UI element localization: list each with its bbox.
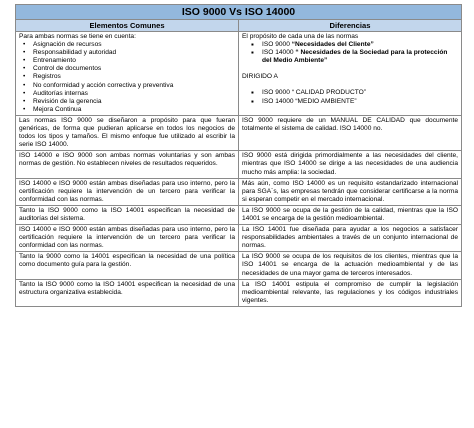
table-row xyxy=(16,151,462,178)
header-common-elements: Elementos Comunes xyxy=(16,20,239,32)
list-item: ▪ ISO 14000 “MEDIO AMBIENTE” xyxy=(262,98,458,106)
difference-cell: ISO 9000 requiere de un MANUAL DE CALIDAD que documente totalmente el sistema de calidad. ISO 14000 no. xyxy=(239,115,462,150)
table-row xyxy=(16,115,462,150)
table-row xyxy=(16,279,462,306)
list-item: • No conformidad y acción correctiva y preventiva xyxy=(33,82,235,90)
purpose-norm: ISO 9000 xyxy=(262,41,292,49)
document-page xyxy=(15,4,461,307)
purpose-text: “ Necesidades de la Sociedad para la protección del Medio Ambiente” xyxy=(262,49,448,65)
table-row xyxy=(16,225,462,252)
list-item xyxy=(262,41,458,49)
table-row xyxy=(16,252,462,279)
purpose-intro: El propósito de cada una de las normas xyxy=(242,33,359,40)
common-intro: Para ambas normas se tiene en cuenta: xyxy=(19,33,136,40)
difference-cell: La ISO 14001 fue diseñada para ayudar a los negocios a satisfacer responsabilidades ambientales a través de un conjunto internacional de normas. xyxy=(239,225,462,252)
title-row xyxy=(16,5,462,20)
common-element-cell: ISO 14000 e ISO 9000 están ambas diseñadas para uso interno, pero la certificación requiere la intervención de un tercero para verificar la conformidad con las normas. xyxy=(16,225,239,252)
table-row xyxy=(16,32,462,116)
list-item: • Entrenamiento xyxy=(33,57,235,65)
difference-cell: La ISO 9000 se ocupa de la gestión de la calidad, mientras que la ISO 14001 se encarga de la gestión medioambiental. xyxy=(239,205,462,224)
common-element-cell: ISO 14000 e ISO 9000 están ambas diseñadas para uso interno, pero la certificación requiere la intervención de un tercero para verificar la conformidad con las normas. xyxy=(16,178,239,205)
purpose-list xyxy=(242,41,458,65)
list-item: • Auditorías internas xyxy=(33,90,235,98)
common-element-cell: ISO 14000 e ISO 9000 son ambas normas voluntarias y son ambas normas de gestión. No establecen niveles de resultados requeridos. xyxy=(16,151,239,178)
common-elements-list xyxy=(19,41,235,114)
common-element-cell: Tanto la ISO 9000 como la ISO 14001 especifican la necesidad de una estructura organizativa establecida. xyxy=(16,279,239,306)
common-element-cell: Tanto la ISO 9000 como la ISO 14001 especifican la necesidad de auditorías del sistema. xyxy=(16,205,239,224)
list-item xyxy=(262,49,458,65)
difference-cell: ISO 9000 está dirigida primordialmente a las necesidades del cliente, mientras que ISO 14000 se dirige a las necesidades de una audiencia mucho más amplia: la sociedad. xyxy=(239,151,462,178)
differences-purpose-cell xyxy=(239,32,462,116)
comparison-table xyxy=(15,4,462,307)
difference-cell: La ISO 14001 estipula el compromiso de cumplir la legislación medioambiental relevante, las regulaciones y los códigos industriales vigentes. xyxy=(239,279,462,306)
common-elements-cell xyxy=(16,32,239,116)
list-item: • Asignación de recursos xyxy=(33,41,235,49)
list-item: ▪ ISO 9000 “ CALIDAD PRODUCTO” xyxy=(262,89,458,97)
purpose-norm: ISO 14000 xyxy=(262,49,296,57)
header-row xyxy=(16,20,462,32)
purpose-text: “Necesidades del Cliente” xyxy=(291,41,374,49)
directed-to-label: DIRIGIDO A xyxy=(242,73,278,81)
table-row xyxy=(16,205,462,224)
common-element-cell: Las normas ISO 9000 se diseñaron a propósito para que fueran genéricas, de forma que pudieran aplicarse en todos los negocios de todos los tipos y tamaños. El mismo enfoque fue utilizado al escribir la serie ISO 14000. xyxy=(16,115,239,150)
list-item: • Revisión de la gerencia xyxy=(33,98,235,106)
table-row xyxy=(16,178,462,205)
table-title: ISO 9000 Vs ISO 14000 xyxy=(16,5,462,20)
difference-cell: Más aún, como ISO 14000 es un requisito estandarizado internacional para SGA´s, las empresas tendrán que considerar certificarse a la norma si esperan competir en el mercado internacional. xyxy=(239,178,462,205)
common-element-cell: Tanto la 9000 como la 14001 especifican la necesidad de una política como documento guía para la gestión. xyxy=(16,252,239,279)
directed-to-list xyxy=(242,89,458,105)
list-item: • Mejora Continua xyxy=(33,106,235,114)
header-differences: Diferencias xyxy=(239,20,462,32)
difference-cell: La ISO 9000 se ocupa de los requisitos de los clientes, mientras que la ISO 14001 se encarga de la actuación medioambiental y de las necesidades de una mayor gama de terceros interesados. xyxy=(239,252,462,279)
list-item: • Control de documentos xyxy=(33,65,235,73)
list-item: • Responsabilidad y autoridad xyxy=(33,49,235,57)
list-item: • Registros xyxy=(33,73,235,81)
